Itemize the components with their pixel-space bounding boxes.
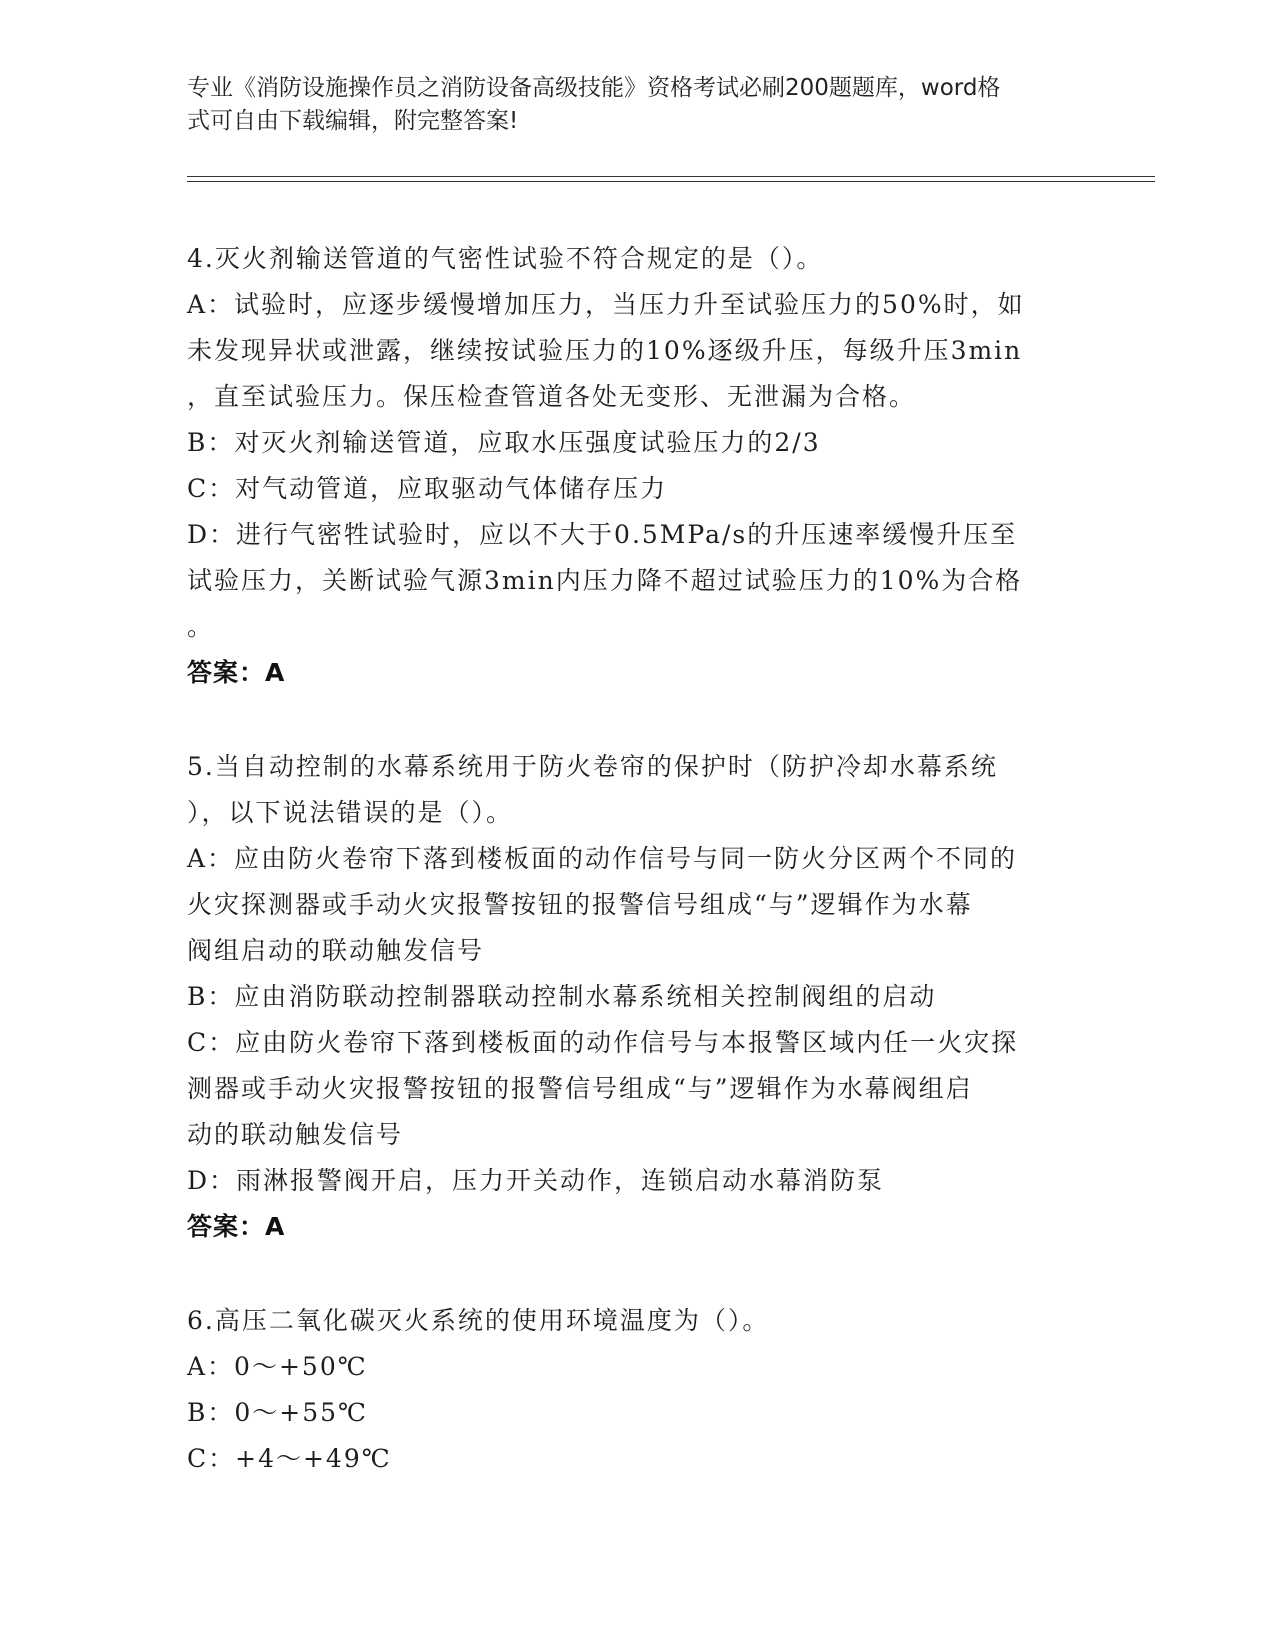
option-a-line: A：0～+50℃ bbox=[187, 1352, 368, 1381]
question-list bbox=[187, 236, 1087, 1482]
question-stem: 6.高压二氧化碳灭火系统的使用环境温度为（）。 bbox=[187, 1306, 770, 1335]
option-c-line: C：对气动管道，应取驱动气体储存压力 bbox=[187, 474, 668, 503]
question-6 bbox=[187, 1298, 1087, 1482]
option-c-line: 动的联动触发信号 bbox=[187, 1120, 404, 1149]
option-a-line: A：试验时，应逐步缓慢增加压力，当压力升至试验压力的50%时，如 bbox=[187, 290, 1025, 319]
document-header bbox=[187, 72, 1067, 138]
question-spacer bbox=[187, 1250, 1087, 1298]
option-c-line: C：+4～+49℃ bbox=[187, 1444, 392, 1473]
question-4 bbox=[187, 236, 1087, 696]
option-a-line: 未发现异状或泄露，继续按试验压力的10%逐级升压，每级升压3min bbox=[187, 336, 1023, 365]
option-a-line: ，直至试验压力。保压检查管道各处无变形、无泄漏为合格。 bbox=[187, 382, 917, 411]
answer-label: 答案：A bbox=[187, 1212, 286, 1241]
question-stem: 4.灭火剂输送管道的气密性试验不符合规定的是（）。 bbox=[187, 244, 824, 273]
option-a-line: 阀组启动的联动触发信号 bbox=[187, 936, 485, 965]
option-d-line: D：进行气密牲试验时，应以不大于0.5MPa/s的升压速率缓慢升压至 bbox=[187, 520, 1018, 549]
question-stem: 5.当自动控制的水幕系统用于防火卷帘的保护时（防护冷却水幕系统 bbox=[187, 752, 998, 781]
question-5 bbox=[187, 744, 1087, 1250]
answer-label: 答案：A bbox=[187, 658, 286, 687]
header-divider-bottom bbox=[187, 181, 1155, 182]
option-c-line: C：应由防火卷帘下落到楼板面的动作信号与本报警区域内任一火灾探 bbox=[187, 1028, 1019, 1057]
option-b-line: B：对灭火剂输送管道，应取水压强度试验压力的2/3 bbox=[187, 428, 821, 457]
option-b-line: B：应由消防联动控制器联动控制水幕系统相关控制阀组的启动 bbox=[187, 982, 937, 1011]
option-a-line: 火灾探测器或手动火灾报警按钮的报警信号组成“与”逻辑作为水幕 bbox=[187, 890, 973, 919]
option-d-line: 试验压力，关断试验气源3min内压力降不超过试验压力的10%为合格 bbox=[187, 566, 1023, 595]
header-line: 专业《消防设施操作员之消防设备高级技能》资格考试必刷200题题库，word格 bbox=[187, 75, 1001, 101]
question-spacer bbox=[187, 696, 1087, 744]
option-b-line: B：0～+55℃ bbox=[187, 1398, 369, 1427]
option-c-line: 测器或手动火灾报警按钮的报警信号组成“与”逻辑作为水幕阀组启 bbox=[187, 1074, 973, 1103]
option-d-line: D：雨淋报警阀开启，压力开关动作，连锁启动水幕消防泵 bbox=[187, 1166, 885, 1195]
option-d-line: 。 bbox=[187, 612, 215, 641]
question-stem: ），以下说法错误的是（）。 bbox=[187, 798, 514, 827]
option-a-line: A：应由防火卷帘下落到楼板面的动作信号与同一防火分区两个不同的 bbox=[187, 844, 1018, 873]
header-divider-top bbox=[187, 176, 1155, 177]
header-line: 式可自由下载编辑，附完整答案! bbox=[187, 108, 519, 134]
